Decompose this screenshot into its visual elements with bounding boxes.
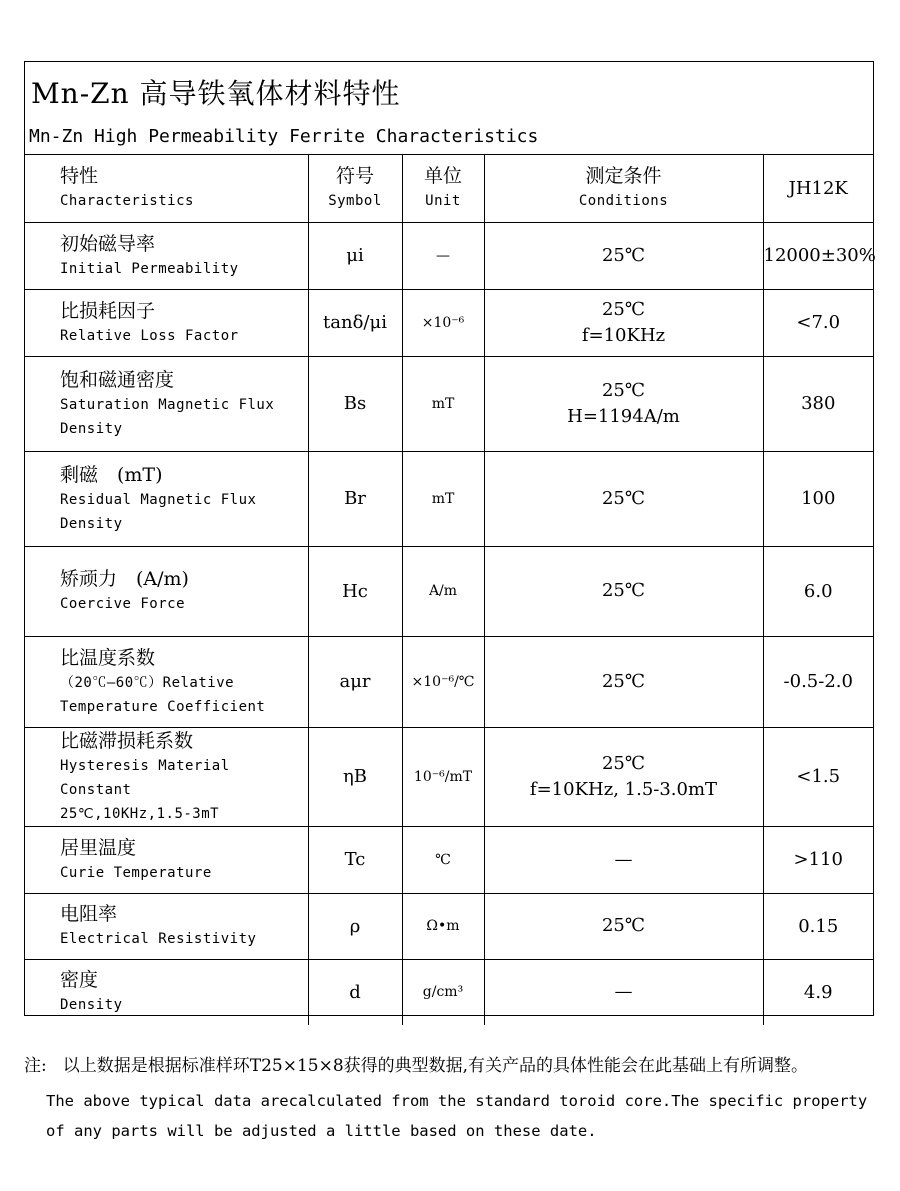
cell-characteristic (25, 546, 308, 636)
cell-characteristic (25, 959, 308, 1025)
characteristic-en: 25℃,10KHz,1.5-3mT (60, 805, 220, 822)
header-conditions-en: Conditions (578, 193, 669, 210)
table-row (25, 356, 873, 451)
characteristic-zh: 剩磁 (mT) (60, 463, 163, 486)
cell-unit: A/m (402, 546, 484, 636)
cell-symbol: Hc (308, 546, 402, 636)
header-characteristics-zh: 特性 (60, 165, 99, 188)
header-symbol (308, 155, 402, 222)
cell-unit: 10⁻⁶/mT (402, 727, 484, 826)
cell-conditions (484, 451, 763, 546)
cell-characteristic (25, 893, 308, 959)
cell-value: 12000±30% (763, 222, 873, 289)
table-row (25, 451, 873, 546)
cell-value: 4.9 (803, 981, 833, 1003)
condition-line: 25℃ (601, 244, 646, 266)
condition-line: 25℃ (601, 379, 646, 401)
cell-symbol: Bs (308, 356, 402, 451)
footnote-english (24, 1086, 884, 1146)
cell-characteristic (25, 222, 308, 289)
cell-conditions (484, 356, 763, 451)
table-row (25, 893, 873, 959)
condition-line: 25℃ (601, 670, 646, 692)
cell-characteristic (25, 451, 308, 546)
header-grade: JH12K (763, 155, 873, 222)
condition-line: 25℃ (601, 752, 646, 774)
header-unit-en: Unit (425, 193, 461, 210)
condition-line: 25℃ (601, 298, 646, 320)
condition-line: f=10KHz, 1.5-3.0mT (529, 778, 718, 800)
cell-unit: mT (402, 356, 484, 451)
cell-characteristic (25, 356, 308, 451)
condition-line: — (614, 981, 633, 1003)
cell-conditions (484, 727, 763, 826)
cell-value: <1.5 (763, 727, 873, 826)
header-row (25, 155, 873, 222)
characteristic-en: Initial Permeability (60, 260, 239, 277)
characteristic-en: Density (60, 420, 123, 437)
footnote-english-line-2: of any parts will be adjusted a little based on these date. (46, 1122, 597, 1140)
cell-conditions (484, 222, 763, 289)
cell-symbol: Tc (308, 826, 402, 893)
characteristic-en: Hysteresis Material Constant (60, 757, 230, 798)
cell-value: -0.5-2.0 (763, 636, 873, 727)
cell-conditions (484, 959, 763, 1025)
table-row (25, 826, 873, 893)
title-block (25, 62, 873, 155)
table-row (25, 222, 873, 289)
cell-conditions (484, 289, 763, 356)
condition-line: 25℃ (601, 487, 646, 509)
cell-value: >110 (763, 826, 873, 893)
characteristic-zh: 比温度系数 (60, 646, 156, 669)
header-characteristics (25, 155, 308, 222)
cell-characteristic (25, 826, 308, 893)
cell-symbol: ρ (308, 893, 402, 959)
footnote-label: 注: (24, 1056, 47, 1076)
cell-unit: ×10⁻⁶/℃ (402, 636, 484, 727)
condition-line: 25℃ (601, 915, 646, 936)
cell-unit: ℃ (402, 826, 484, 893)
table-row (25, 727, 873, 826)
characteristic-en: Relative Loss Factor (60, 327, 239, 344)
cell-unit: g/cm³ (402, 959, 484, 1025)
cell-conditions (484, 546, 763, 636)
header-conditions (484, 155, 763, 222)
header-unit-zh: 单位 (423, 165, 462, 188)
footnote (24, 1052, 884, 1146)
footnote-chinese-text: 以上数据是根据标准样环T25×15×8获得的典型数据,有关产品的具体性能会在此基础上有所调整。 (62, 1056, 809, 1076)
cell-characteristic (25, 636, 308, 727)
characteristic-zh: 比损耗因子 (60, 299, 156, 322)
title-english: Mn-Zn High Permeability Ferrite Characteristics (29, 126, 539, 147)
table-row (25, 289, 873, 356)
cell-unit: Ω•m (402, 893, 484, 959)
cell-symbol: aμr (308, 636, 402, 727)
cell-symbol: tanδ/μi (308, 289, 402, 356)
cell-conditions (484, 893, 763, 959)
table-row (25, 636, 873, 727)
cell-symbol: μi (308, 222, 402, 289)
cell-symbol: Br (308, 451, 402, 546)
cell-characteristic (25, 289, 308, 356)
header-unit (402, 155, 484, 222)
characteristic-en: Curie Temperature (60, 864, 212, 881)
characteristic-en: Density (60, 515, 123, 532)
cell-unit: mT (402, 451, 484, 546)
header-characteristics-en: Characteristics (60, 193, 194, 210)
characteristic-zh: 饱和磁通密度 (60, 368, 175, 391)
cell-characteristic (25, 727, 308, 826)
header-symbol-zh: 符号 (335, 165, 374, 188)
characteristic-zh: 居里温度 (60, 836, 137, 859)
characteristic-en: Coercive Force (60, 596, 186, 612)
footnote-english-line-1: The above typical data arecalculated from the standard toroid core.The specific property (46, 1092, 868, 1110)
cell-value: 0.15 (763, 893, 873, 959)
characteristic-en: Saturation Magnetic Flux (60, 396, 275, 413)
characteristic-en: Temperature Coefficient (60, 698, 266, 715)
characteristic-zh: 电阻率 (60, 903, 118, 925)
cell-symbol: d (308, 959, 402, 1025)
characteristic-zh: 初始磁导率 (60, 232, 156, 255)
cell-unit: ×10⁻⁶ (402, 289, 484, 356)
title-chinese: Mn-Zn 高导铁氧体材料特性 (31, 77, 401, 110)
condition-line: 25℃ (601, 580, 646, 601)
footnote-chinese (24, 1052, 884, 1080)
characteristics-table (25, 155, 876, 1025)
header-symbol-en: Symbol (328, 193, 382, 210)
cell-value: 6.0 (763, 546, 873, 636)
condition-line: f=10KHz (581, 324, 666, 346)
characteristic-zh: 比磁滞损耗系数 (60, 729, 194, 752)
table-row (25, 959, 873, 1025)
characteristic-en: Electrical Resistivity (60, 931, 257, 947)
cell-value: 100 (763, 451, 873, 546)
condition-line: H=1194A/m (567, 405, 680, 427)
characteristics-sheet (24, 61, 874, 1016)
cell-conditions (484, 826, 763, 893)
cell-symbol: ηB (308, 727, 402, 826)
cell-unit: — (402, 222, 484, 289)
characteristic-en: Residual Magnetic Flux (60, 491, 257, 508)
condition-line: — (614, 848, 633, 870)
cell-value: <7.0 (763, 289, 873, 356)
cell-conditions (484, 636, 763, 727)
cell-value: 380 (763, 356, 873, 451)
characteristic-en: Density (60, 997, 123, 1014)
table-row (25, 546, 873, 636)
characteristic-en: （20℃—60℃）Relative (60, 674, 235, 691)
characteristic-zh: 密度 (60, 969, 99, 992)
header-conditions-zh: 测定条件 (585, 165, 662, 188)
characteristic-zh: 矫顽力 (A/m) (60, 568, 189, 590)
